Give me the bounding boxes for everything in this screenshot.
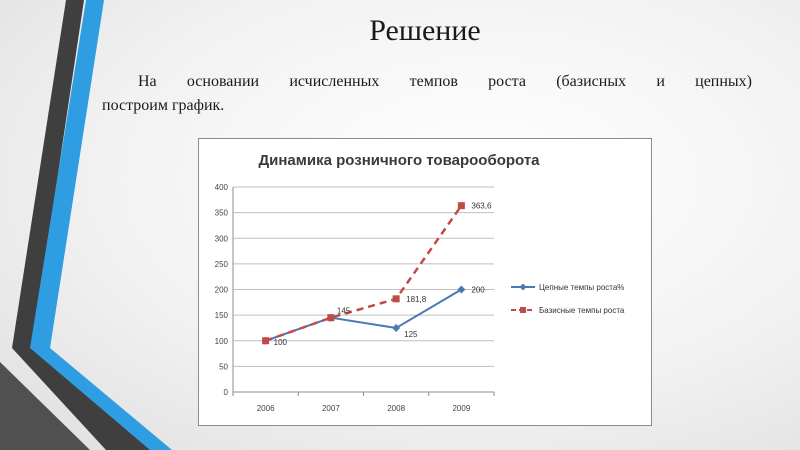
y-tick-label: 200 — [214, 285, 228, 295]
data-point-base — [262, 337, 269, 344]
legend-label: Цепные темпы роста% — [539, 283, 625, 292]
slide-title: Решение — [369, 14, 481, 47]
y-tick-label: 150 — [214, 311, 228, 321]
chart-title: Динамика розничного товарооборота — [258, 152, 540, 169]
y-tick-label: 100 — [214, 336, 228, 346]
x-tick-label: 2009 — [452, 404, 471, 413]
x-tick-label: 2007 — [321, 404, 340, 413]
series-line-2 — [266, 206, 462, 341]
line-chart — [199, 139, 651, 425]
data-label: 145 — [336, 306, 351, 316]
y-tick-label: 400 — [214, 183, 228, 192]
legend-marker — [520, 307, 526, 313]
x-tick-label: 2008 — [387, 404, 406, 413]
data-label: 125 — [404, 329, 418, 339]
data-label: 181,8 — [406, 294, 427, 304]
y-tick-label: 350 — [214, 208, 228, 218]
y-tick-label: 50 — [219, 362, 228, 372]
slide-body-line-1: На основании исчисленных темпов роста (базисных и цепных) — [138, 73, 752, 90]
data-label: 100 — [273, 337, 287, 347]
x-tick-label: 2006 — [256, 404, 275, 413]
data-label: 200 — [471, 285, 485, 295]
y-tick-label: 300 — [214, 234, 228, 244]
data-point-base — [327, 314, 334, 321]
data-label: 363,6 — [471, 201, 492, 211]
y-tick-label: 250 — [214, 259, 228, 269]
legend-marker — [520, 284, 527, 291]
slide-body-line-2: построим график. — [102, 97, 225, 114]
data-point-base — [458, 202, 465, 209]
legend-label: Базисные темпы роста — [539, 306, 625, 315]
chart-container — [198, 138, 652, 426]
y-tick-label: 0 — [223, 388, 228, 397]
slide-body-text — [102, 70, 752, 118]
data-point-base — [393, 295, 400, 302]
